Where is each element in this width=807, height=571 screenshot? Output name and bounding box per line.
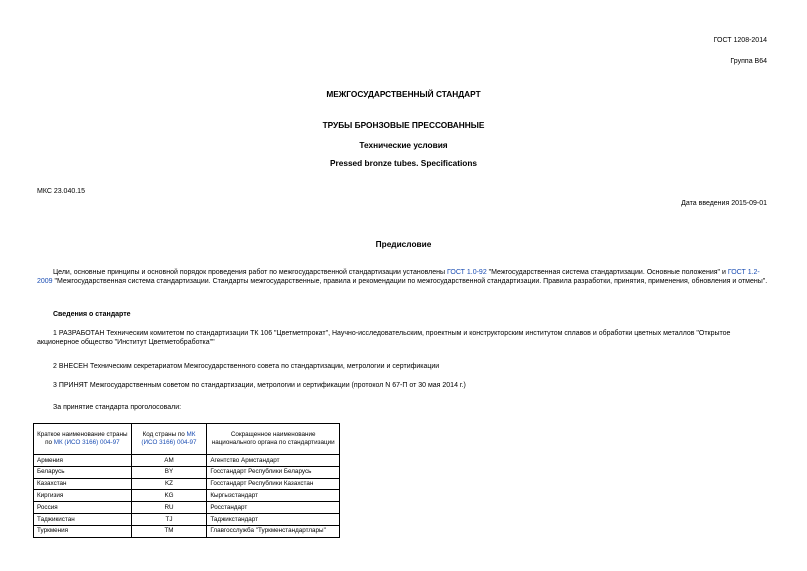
- table-row: [34, 455, 340, 467]
- voting-table: [33, 423, 340, 538]
- body-cell: Росстандарт: [207, 502, 340, 514]
- code-cell: KG: [131, 490, 207, 502]
- col-country-header: Краткое наименование страны по МК (ИСО 3166) 004-97: [34, 424, 132, 455]
- country-cell: Туркмения: [34, 525, 132, 537]
- doc-group: Группа В64: [730, 58, 767, 65]
- country-cell: Россия: [34, 502, 132, 514]
- code-cell: TM: [131, 525, 207, 537]
- item-submitted: 2 ВНЕСЕН Техническим секретариатом Межгосударственного совета по стандартизации, метрологии и сертификации: [53, 363, 440, 370]
- mk-iso-link[interactable]: МК (ИСО 3166) 004-97: [53, 439, 120, 446]
- standard-title: ТРУБЫ БРОНЗОВЫЕ ПРЕССОВАННЫЕ: [322, 120, 485, 130]
- col-body-header: Сокращенное наименование национального органа по стандартизации: [207, 424, 340, 455]
- standard-subtitle: Технические условия: [359, 140, 448, 150]
- table-header-row: [34, 424, 340, 455]
- country-cell: Армения: [34, 455, 132, 467]
- preface-heading: Предисловие: [375, 239, 432, 249]
- item-adopted: 3 ПРИНЯТ Межгосударственным советом по стандартизации, метрологии и сертификации (протокол N 67-П от 30 мая 2014 г.): [53, 382, 466, 389]
- doc-number: ГОСТ 1208-2014: [713, 37, 767, 44]
- code-cell: KZ: [131, 478, 207, 490]
- body-cell: Госстандарт Республики Беларусь: [207, 466, 340, 478]
- body-cell: Агентство Армстандарт: [207, 455, 340, 467]
- country-cell: Таджикистан: [34, 513, 132, 525]
- code-cell: RU: [131, 502, 207, 514]
- standard-english-title: Pressed bronze tubes. Specifications: [329, 158, 478, 168]
- country-cell: Казахстан: [34, 478, 132, 490]
- code-cell: TJ: [131, 513, 207, 525]
- body-cell: Кыргызстандарт: [207, 490, 340, 502]
- body-cell: Таджикстандарт: [207, 513, 340, 525]
- standard-type: МЕЖГОСУДАРСТВЕННЫЙ СТАНДАРТ: [326, 89, 481, 99]
- table-row: [34, 513, 340, 525]
- item-developed: 1 РАЗРАБОТАН Техническим комитетом по стандартизации ТК 106 "Цветметпрокат", Научно-исследовательским, проектным и конструкторским институтом сплавов и обработки цветных металлов "Открытое акционерное общество "Институт Цветметобработка"": [37, 330, 731, 347]
- table-row: [34, 478, 340, 490]
- table-row: [34, 525, 340, 537]
- mks-code: МКС 23.040.15: [37, 188, 85, 195]
- body-cell: Главгосслужба "Туркменстандартлары": [207, 525, 340, 537]
- voted-intro: За принятие стандарта проголосовали:: [53, 404, 182, 411]
- info-heading: Сведения о стандарте: [53, 311, 131, 318]
- preface-paragraph: Цели, основные принципы и основной порядок проведения работ по межгосударственной стандартизации установлены ГОСТ 1.0-92 "Межгосударственная система стандартизации. Основные положения" и ГОСТ 1.2-2009 "Межгосударственная система стандартизации. Стандарты межгосударственные, правила и рекомендации по межгосударственной стандартизации. Правила разработки, принятия, применения, обновления и отмены".: [37, 269, 768, 286]
- gost-1-0-92-link[interactable]: ГОСТ 1.0-92: [446, 269, 487, 276]
- table-row: [34, 490, 340, 502]
- gost-1-2-2009-link[interactable]: ГОСТ 1.2-2009: [37, 269, 760, 286]
- intro-date: Дата введения 2015-09-01: [681, 200, 767, 207]
- col-code-header: Код страны по МК (ИСО 3166) 004-97: [131, 424, 207, 455]
- mk-iso-link[interactable]: МК (ИСО 3166) 004-97: [141, 430, 197, 446]
- table-row: [34, 466, 340, 478]
- code-cell: BY: [131, 466, 207, 478]
- body-cell: Госстандарт Республики Казахстан: [207, 478, 340, 490]
- country-cell: Киргизия: [34, 490, 132, 502]
- country-cell: Беларусь: [34, 466, 132, 478]
- table-row: [34, 502, 340, 514]
- code-cell: AM: [131, 455, 207, 467]
